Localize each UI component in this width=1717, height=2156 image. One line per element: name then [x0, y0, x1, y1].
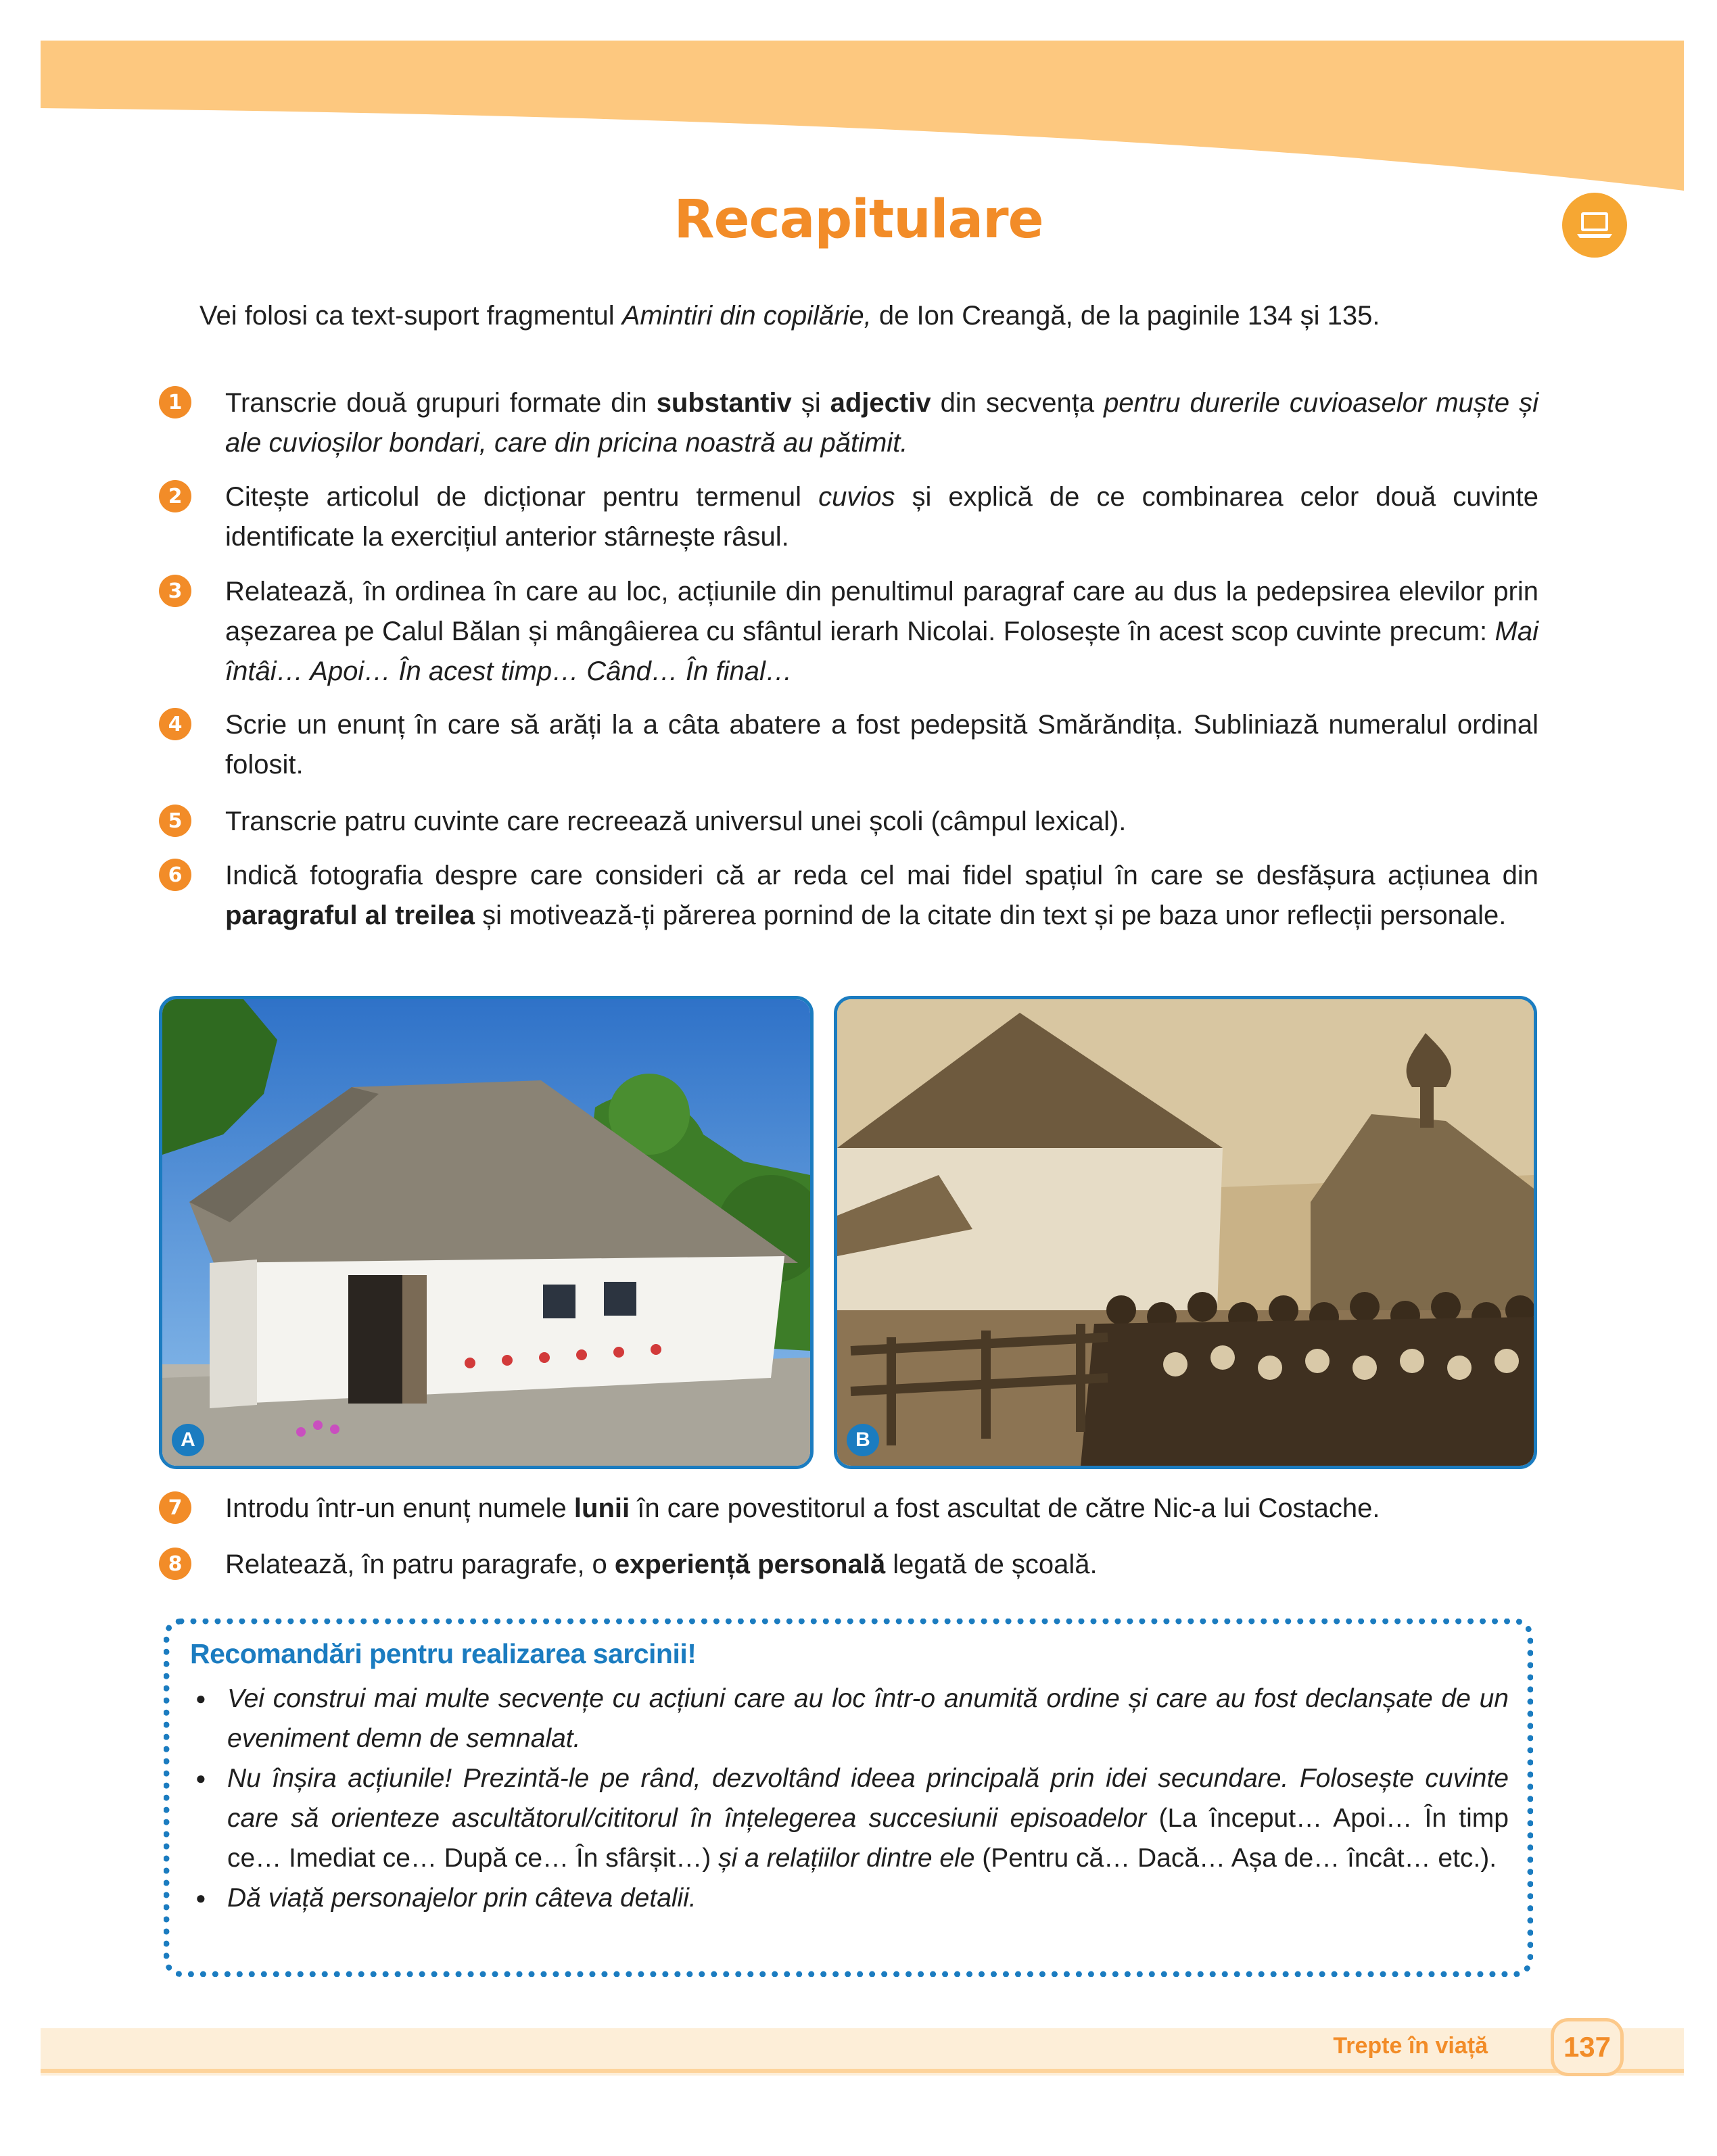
task-text: Introdu într-un enunț numele lunii în care povestitorul a fost ascultat de către Nic-a lui Costache.	[225, 1493, 1380, 1523]
task-number: 8	[159, 1548, 191, 1580]
photo-b	[834, 996, 1537, 1469]
task-number: 6	[159, 859, 191, 891]
task-number: 5	[159, 805, 191, 837]
footer-line	[41, 2069, 1684, 2073]
task-3	[159, 572, 1538, 692]
recommendations-box	[164, 1619, 1533, 1977]
intro-text: Vei folosi ca text-suport fragmentul Amintiri din copilărie, de Ion Creangă, de la paginile 134 și 135.	[199, 301, 1380, 331]
task-4	[159, 705, 1538, 785]
task-text: Relatează, în patru paragrafe, o experiență personală legată de școală.	[225, 1550, 1098, 1579]
photo-label: A	[172, 1424, 204, 1456]
list-item: ● Dă viață personajelor prin câteva detalii.	[190, 1878, 1509, 1918]
task-number: 3	[159, 575, 191, 607]
task-text: Scrie un enunț în care să arăți la a câta abatere a fost pedepsită Smărăndița. Subliniază numeralul ordinal folosit.	[225, 710, 1538, 780]
task-number: 4	[159, 708, 191, 740]
page-number: 137	[1551, 2018, 1624, 2076]
header-band	[0, 0, 1717, 203]
task-text: Citește articolul de dicționar pentru termenul cuvios și explică de ce combinarea celor două cuvinte identificate la exercițiul anterior stârnește râsul.	[225, 482, 1539, 552]
list-item: ● Vei construi mai multe secvențe cu acțiuni care au loc într-o anumită ordine și care au fost declanșate de un eveniment demn de semnalat.	[190, 1679, 1509, 1758]
task-number: 7	[159, 1491, 191, 1524]
task-number: 2	[159, 480, 191, 512]
task-text: Relatează, în ordinea în care au loc, acțiunile din penultimul paragraf care au dus la pedepsirea elevilor prin așezarea pe Calul Bălan și mângâierea cu sfântul ierarh Nicolai. Folosește în acest scop cuvinte precum: Mai întâi… Apoi… În acest timp… Când… În final…	[225, 577, 1538, 686]
task-8	[159, 1545, 1538, 1585]
laptop-icon	[1562, 193, 1627, 258]
task-number: 1	[159, 386, 191, 418]
book-title: Trepte în viață	[1333, 2033, 1488, 2059]
task-7	[159, 1489, 1538, 1529]
task-text: Transcrie patru cuvinte care recreează universul unei școli (câmpul lexical).	[225, 807, 1127, 836]
recommendations-list	[190, 1679, 1509, 1918]
task-6	[159, 856, 1538, 936]
task-2	[159, 477, 1538, 557]
photo-a	[159, 996, 814, 1469]
page-title: Recapitulare	[674, 189, 1043, 250]
task-5	[159, 802, 1538, 842]
task-text: Transcrie două grupuri formate din substantiv și adjectiv din secvența pentru durerile cuvioaselor muște și ale cuvioșilor bondari, care din pricina noastră au pătimit.	[225, 388, 1538, 458]
task-text: Indică fotografia despre care consideri că ar reda cel mai fidel spațiul în care se desfășura acțiunea din paragraful al treilea și motivează-ți părerea pornind de la citate din text și pe baza unor reflecții personale.	[225, 861, 1538, 930]
list-item: ● Nu înșira acțiunile! Prezintă-le pe rând, dezvoltând ideea principală prin idei secundare. Folosește cuvinte care să orienteze ascultătorul/cititorul în înțelegerea succesiunii episoadelor (La început… Apoi… În timp ce… Imediat ce… După ce… În sfârșit…) și a relațiilor dintre ele (Pentru că… Dacă… Așa de… încât… etc.).	[190, 1758, 1509, 1878]
recommendations-title: Recomandări pentru realizarea sarcinii!	[190, 1638, 697, 1669]
photo-label: B	[847, 1424, 879, 1456]
task-1	[159, 383, 1538, 463]
